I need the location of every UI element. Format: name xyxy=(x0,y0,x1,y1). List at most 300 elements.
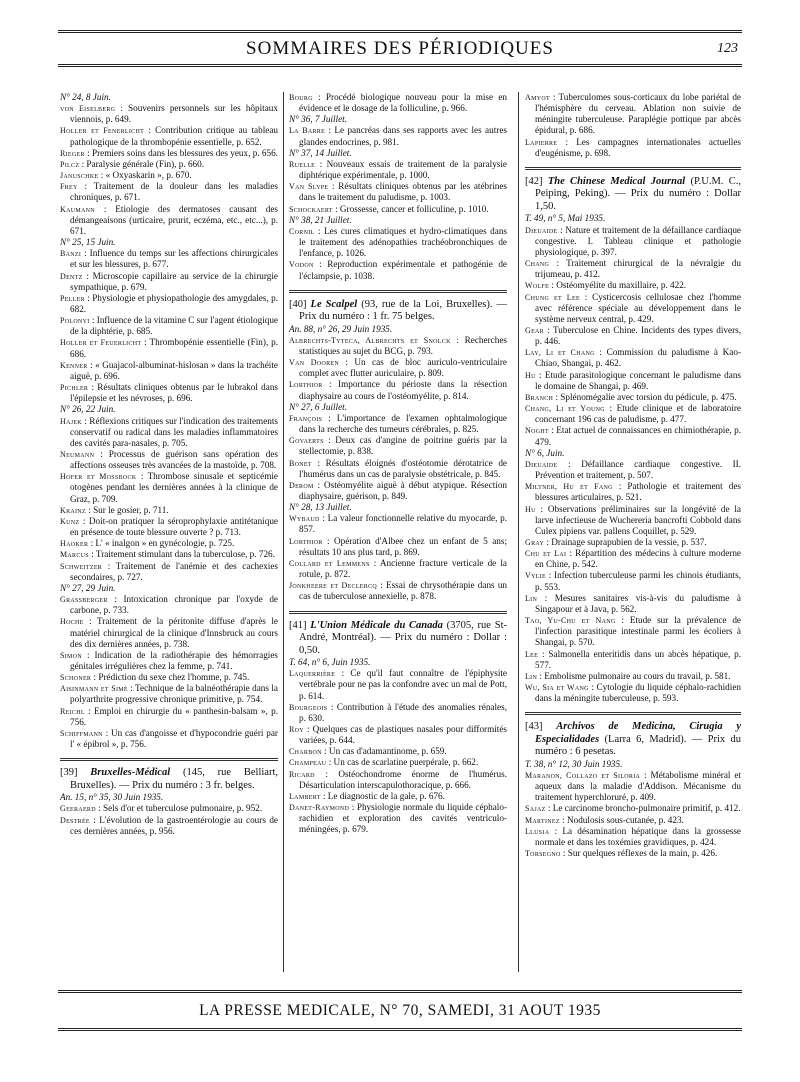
section-separator xyxy=(525,712,741,715)
article-entry xyxy=(525,570,741,592)
article-title: : Pathologie et traitement des blessures articulaires, p. 521. xyxy=(535,481,741,503)
article-entry xyxy=(289,204,507,215)
article-title: : Microscopie capillaire au service de la chirurgie sympathique, p. 679. xyxy=(70,270,278,292)
article-entry xyxy=(525,347,741,369)
article-authors: Martinez xyxy=(525,815,560,825)
column-1 xyxy=(60,92,278,837)
article-entry xyxy=(289,259,507,281)
article-title: : Importance du périoste dans la résection diaphysaire au cours de l'ostéomyélite, p. 814. xyxy=(299,379,508,401)
article-title: : Cysticercosis cellulosae chez l'homme avec référence spéciale au développement dans le système nerveux central, p. 429. xyxy=(535,291,741,324)
article-title: : Influence de la vitamine C sur l'agent étiologique de la diphtérie, p. 685. xyxy=(70,315,279,337)
article-title: : Essai de chrysothérapie dans un cas de tuberculose annexielle, p. 878. xyxy=(299,580,508,602)
article-title: : L'évolution de la gastroentérologie au cours de ces dernières années, p. 956. xyxy=(70,814,278,836)
article-title: : Thrombose sinusale et septicémie otogènes pendant les dernières années à la clinique de Graz, p. 709. xyxy=(70,471,279,504)
article-entry xyxy=(525,137,741,159)
article-authors: Amyot xyxy=(525,93,550,102)
article-title: : Un cas de bloc auriculo-ventriculaire complet avec flutter auriculaire, p. 809. xyxy=(299,357,508,379)
issue-heading: N° 38, 21 Juillet. xyxy=(289,214,352,225)
article-title: : Contribution critique au tableau pathologique de la thrombopénie essentielle, p. 652. xyxy=(70,125,278,147)
article-title: : Les cures climatiques et hydro-climatiques dans le traitement des adénopathies trachéobronchiques de l'enfance, p. 1026. xyxy=(299,225,508,259)
article-authors: Gray xyxy=(525,537,545,547)
article-authors: Llusia xyxy=(525,826,550,836)
journal-info: (3705, rue St-André, Montréal). — Prix du numéro : Dollar : 0,50. xyxy=(299,619,507,656)
article-entry xyxy=(289,702,507,724)
article-authors: Maranon, Collazo et Siloria xyxy=(525,770,641,780)
article-title: : Reproduction expérimentale et pathogénie de l'éclampsie, p. 1038. xyxy=(299,259,507,281)
article-title: : Physiologie normale du liquide céphalo-rachidien et exploration des cavités ventriculo-méningées, p. 679. xyxy=(299,802,508,835)
article-authors: Chung et Lee xyxy=(525,292,580,302)
article-entry xyxy=(525,593,741,615)
article-authors: von Eiselberg xyxy=(60,104,116,114)
article-authors: Lorthior xyxy=(289,536,323,546)
article-entry xyxy=(525,537,741,548)
article-authors: Kaumann xyxy=(60,204,95,214)
column-divider xyxy=(518,92,519,972)
article-authors: Jonkheere et Declercq xyxy=(289,581,378,591)
article-entry xyxy=(60,103,278,125)
issue-heading: T. 38, n° 12, 30 Juin 1935. xyxy=(525,758,623,769)
article-entry xyxy=(60,594,278,616)
article-authors: Vylie xyxy=(525,571,546,581)
article-authors: Dieuaide xyxy=(525,225,558,235)
article-authors: Polonyi xyxy=(60,316,90,326)
article-entry xyxy=(289,558,507,580)
journal-info: (Larra 6, Madrid). — Prix du numéro : 6 pesetas. xyxy=(535,733,742,758)
article-entry xyxy=(60,803,278,814)
article-entry xyxy=(60,449,278,471)
footer-text: LA PRESSE MEDICALE, N° 70, SAMEDI, 31 AOUT 1935 xyxy=(199,1002,601,1019)
article-authors: Neumann xyxy=(60,450,95,459)
article-title: : Intoxication chronique par l'oxyde de carbone, p. 733. xyxy=(70,594,279,616)
issue-heading: T. 49, n° 5, Mai 1935. xyxy=(525,213,606,224)
article-authors: Geeraerd xyxy=(60,804,96,814)
article-authors: Vodon xyxy=(289,260,314,270)
article-entry xyxy=(525,292,741,325)
article-entry xyxy=(289,125,507,147)
article-authors: Tao, Yu-Chu et Nang xyxy=(525,616,616,626)
article-title: : La valeur fonctionnelle relative du myocarde, p. 857. xyxy=(299,513,507,535)
article-title: : Nouveaux essais de traitement de la paralysie diphtérique expérimentale, p. 1000. xyxy=(299,158,508,181)
article-title: : Traitement stimulant dans la tuberculose, p. 726. xyxy=(91,549,275,560)
article-title: : Résultats cliniques obtenus par les atébrines dans le traitement du paludisme, p. 1003. xyxy=(299,181,508,203)
article-authors: Schockaert xyxy=(289,204,333,214)
article-entry xyxy=(60,315,278,337)
article-entry xyxy=(289,92,507,114)
article-title: : Ancienne fracture verticale de la rotule, p. 872. xyxy=(299,557,508,580)
article-entry xyxy=(525,403,741,425)
article-authors: Simon xyxy=(60,650,82,660)
page-title: SOMMAIRES DES PÉRIODIQUES xyxy=(246,38,554,59)
article-entry xyxy=(289,769,507,791)
article-authors: Kunz xyxy=(60,516,80,526)
article-authors: Schweitzer xyxy=(60,561,103,571)
article-authors: Govaerts xyxy=(289,436,324,446)
article-authors: Dentz xyxy=(60,271,83,281)
article-title: : Traitement de l'anémie et des cachexies secondaires, p. 727. xyxy=(70,560,279,582)
article-entry xyxy=(60,159,278,170)
article-title: : Technique de la balnéothérapie dans la polyarthrite progressive chronique primitive, p. 754. xyxy=(70,683,279,705)
article-entry xyxy=(60,181,278,203)
article-authors: Aisinmann et Simé xyxy=(60,684,128,694)
article-authors: Peller xyxy=(60,293,85,303)
article-authors: Bonet xyxy=(289,458,312,468)
article-authors: Lay, Li et Chang xyxy=(525,348,595,358)
article-authors: Reichl xyxy=(60,706,85,716)
article-title: : La désamination hépatique dans la grossesse normale et dans les toxémies gravidiques, p. 424. xyxy=(535,825,741,847)
article-authors: Albrechts-Tyteca, Albrechts et Snolck xyxy=(289,335,451,345)
article-title: : Prédiction du sexe chez l'homme, p. 745. xyxy=(93,672,250,683)
article-authors: Danet-Raymond xyxy=(289,803,350,813)
journal-info: (93, rue de la Loi, Bruxelles). — Prix du numéro : 1 fr. 75 belges. xyxy=(299,298,508,323)
article-entry xyxy=(289,746,507,757)
issue-heading: N° 37, 14 Juillet. xyxy=(289,147,352,158)
article-title: : Etude parasitologique concernant le paludisme dans le domaine de Shangai, p. 469. xyxy=(535,369,741,391)
issue-heading: N° 6, Juin. xyxy=(525,447,565,458)
article-entry xyxy=(60,337,278,359)
article-title: : Drainage suprapubien de la vessie, p. 537. xyxy=(546,536,707,547)
article-entry xyxy=(525,815,741,826)
article-entry xyxy=(525,325,741,347)
article-authors: Hoche xyxy=(60,617,84,627)
article-title: : Embolisme pulmonaire au cours du travail, p. 581. xyxy=(539,670,731,681)
journal-name: The Chinese Medical Journal xyxy=(547,175,686,187)
article-title: : Métabolisme minéral et aqueux dans la maladie d'Addison. Mécanisme du traitement hyperchloruré, p. 409. xyxy=(535,769,741,803)
article-entry xyxy=(289,181,507,203)
article-title: : Défaillance cardiaque congestive. II. Prévention et traitement, p. 507. xyxy=(535,458,741,481)
article-authors: Lin xyxy=(525,671,538,681)
article-authors: Chu et Lai xyxy=(525,549,567,559)
article-authors: Krainz xyxy=(60,505,86,515)
article-title: : Contribution à l'étude des anomalies rénales, p. 630. xyxy=(299,701,507,723)
article-entry xyxy=(289,757,507,768)
issue-heading: N° 24, 8 Juin. xyxy=(60,92,111,102)
article-authors: Van Dooren xyxy=(289,358,339,368)
article-entry xyxy=(60,471,278,504)
article-title: : Infection tuberculeuse parmi les chinois étudiants, p. 553. xyxy=(535,570,741,592)
article-entry xyxy=(60,815,278,837)
journal-name: Le Scalpel xyxy=(310,298,358,310)
article-authors: Lin xyxy=(525,593,538,603)
article-entry xyxy=(289,668,507,701)
article-entry xyxy=(525,459,741,481)
article-title: : Les campagnes internationales actuelles d'eugénisme, p. 698. xyxy=(535,136,741,158)
journal-number: [40] xyxy=(289,298,307,310)
header-rule xyxy=(58,64,742,67)
article-entry xyxy=(60,293,278,315)
issue-heading: N° 26, 22 Juin. xyxy=(60,404,116,415)
article-authors: Chang, Li et Young xyxy=(525,404,605,414)
article-title: : Mesures sanitaires vis-à-vis du paludisme à Singapour et à Java, p. 562. xyxy=(535,592,741,614)
section-separator xyxy=(525,167,741,170)
article-title: : Un cas d'angoisse et d'hypocondrie guéri par l' « épibrol », p. 756. xyxy=(70,727,278,750)
article-title: : Ostéochondrome énorme de l'humérus. Désarticulation interscapulothoracique, p. 666. xyxy=(299,768,507,790)
journal-info: (145, rue Belliart, Bruxelles). — Prix du numéro : 3 fr. belges. xyxy=(70,767,278,791)
article-authors: Hofer et Mossbock xyxy=(60,472,137,482)
article-entry xyxy=(525,392,741,403)
journal-name: Archivos de Medicina, Cirugia y Especialidades xyxy=(535,721,742,745)
article-authors: Grassberger xyxy=(60,595,108,605)
journal-heading xyxy=(289,620,507,658)
article-authors: Lambert xyxy=(289,791,321,801)
article-title: : Tuberculose en Chine. Incidents des types divers, p. 446. xyxy=(535,325,742,347)
article-title: : Résultats éloignés d'ostéotomie dérotatrice de l'humérus dans un cas de paralysie obstétricale, p. 845. xyxy=(299,457,508,479)
article-entry xyxy=(60,728,278,750)
article-title: : Etude sur la prévalence de l'infection parasitique intestinale parmi les écoliers à Shangai, p. 570. xyxy=(535,615,742,648)
journal-info: (P.U.M. C., Peiping, Peking). — Prix du numéro : Dollar 1,50. xyxy=(535,175,742,212)
article-entry xyxy=(525,770,741,803)
article-authors: Torsegno xyxy=(525,849,561,859)
article-title: : Etiologie des dermatoses causant des démangeaisons (urticaire, prurit, eczéma, etc., etc...), p. 671. xyxy=(70,203,279,236)
article-title: : Un cas de scarlatine puerpérale, p. 662. xyxy=(328,757,479,768)
article-authors: La Barre xyxy=(289,126,326,136)
article-title: : Influence du temps sur les affections chirurgicales et sur les blessures, p. 677. xyxy=(70,248,279,270)
article-entry xyxy=(525,280,741,291)
article-entry xyxy=(289,159,507,181)
article-entry xyxy=(60,538,278,549)
article-title: : Grossesse, cancer et folliculine, p. 1010. xyxy=(335,203,489,214)
article-authors: Kenner xyxy=(60,360,88,370)
article-title: : Sur le gosier, p. 711. xyxy=(88,504,169,515)
article-entry xyxy=(525,848,741,859)
article-authors: Ricard xyxy=(289,769,315,779)
article-title: : Traitement chirurgical de la névralgie du trijumeau, p. 412. xyxy=(535,258,741,280)
article-title: : Résultats cliniques obtenus par le lubrakol dans l'épilepsie et les névroses, p. 696. xyxy=(70,382,279,404)
article-authors: Ruelle xyxy=(289,159,316,169)
article-authors: Hu xyxy=(525,370,536,380)
article-authors: Chang xyxy=(525,259,550,269)
article-title: : Splénomégalie avec torsion du pédicule, p. 475. xyxy=(555,391,737,402)
article-authors: Derom xyxy=(289,480,314,490)
article-entry xyxy=(60,248,278,270)
article-title: : « Oxyaskarin », p. 670. xyxy=(100,170,192,181)
article-entry xyxy=(60,706,278,728)
article-authors: Branch xyxy=(525,392,554,402)
article-authors: Frey xyxy=(60,182,78,192)
footer-rule-bottom xyxy=(58,1028,742,1031)
article-entry xyxy=(60,360,278,382)
article-title: : Physiologie et physiopathologie des amygdales, p. 682. xyxy=(70,292,278,314)
article-entry xyxy=(289,335,507,357)
article-title: : Commission du paludisme à Kao-Chiao, Shangai, p. 462. xyxy=(535,347,742,369)
article-title: : L'importance de l'examen ophtalmologique dans la recherche des tumeurs cérébrales, p. 825. xyxy=(299,412,508,435)
journal-heading xyxy=(525,721,741,759)
article-title: : Le pancréas dans ses rapports avec les autres glandes endocrines, p. 981. xyxy=(299,125,507,147)
article-title: : Réflexions critiques sur l'indication des traitements conservatif ou radical dans les maladies inflammatoires des cavités para-nasales, p. 705. xyxy=(70,415,278,448)
article-title: : Opération d'Albee chez un enfant de 5 ans; résultats 10 ans plus tard, p. 869. xyxy=(299,535,507,557)
article-authors: Wu, Sia et Wang xyxy=(525,683,589,692)
article-entry xyxy=(60,416,278,449)
article-entry xyxy=(289,413,507,435)
article-authors: Noght xyxy=(525,426,549,436)
article-title: : Répartition des médecins à culture moderne en Chine, p. 542. xyxy=(535,548,742,570)
article-entry xyxy=(60,125,278,147)
article-authors: Rieger xyxy=(60,148,85,158)
article-title: : Deux cas d'angine de poitrine guéris par la stellectomie, p. 838. xyxy=(299,435,507,457)
article-entry xyxy=(60,505,278,516)
section-separator xyxy=(60,758,278,761)
article-entry xyxy=(60,204,278,237)
journal-number: [41] xyxy=(289,619,307,631)
article-entry xyxy=(60,170,278,181)
article-title: : Souvenirs personnels sur les hôpitaux viennois, p. 649. xyxy=(70,103,278,125)
article-entry xyxy=(60,148,278,159)
article-authors: Haoker xyxy=(60,539,89,549)
top-rule xyxy=(58,30,742,33)
article-entry xyxy=(289,480,507,502)
article-entry xyxy=(525,425,741,447)
article-authors: Januschke xyxy=(60,171,99,181)
article-title: : Processus de guérison sans opération des affections osseuses très avancées de la mastoïde, p. 708. xyxy=(70,449,279,471)
article-authors: Van Slype xyxy=(289,182,329,192)
article-title: : Traitement de la douleur dans les maladies chroniques, p. 671. xyxy=(70,181,279,203)
article-entry xyxy=(289,379,507,401)
article-title: : Sels d'or et tuberculose pulmonaire, p. 952. xyxy=(98,803,263,814)
article-authors: Lee xyxy=(525,649,539,659)
article-entry xyxy=(60,650,278,672)
footer-rule-top xyxy=(58,990,742,993)
column-2 xyxy=(289,92,507,836)
article-title: : Observations préliminaires sur la longévité de la larve infectieuse de Wuchereria bancrofti Cobbold dans Culex pipiens var. pallens Coquillet, p. 529. xyxy=(535,503,742,536)
journal-number: [43] xyxy=(525,721,543,733)
journal-heading xyxy=(525,176,741,214)
journal-name: Bruxelles-Médical xyxy=(90,767,171,779)
article-entry xyxy=(289,536,507,558)
article-authors: Bourgeois xyxy=(289,702,328,712)
issue-heading: An. 15, n° 35, 30 Juin 1935. xyxy=(60,792,164,803)
section-separator xyxy=(289,290,507,293)
article-authors: Hu xyxy=(525,504,536,514)
article-entry xyxy=(525,649,741,671)
article-entry xyxy=(525,682,741,704)
article-title: : Emploi en chirurgie du « panthesin-balsam », p. 756. xyxy=(70,705,278,727)
article-title: : Nodulosis sous-cutanée, p. 423. xyxy=(562,814,684,825)
article-entry xyxy=(289,458,507,480)
section-separator xyxy=(289,611,507,614)
issue-heading: N° 27, 6 Juillet. xyxy=(289,401,348,412)
journal-heading xyxy=(289,299,507,324)
article-authors: Collard et Lemmens xyxy=(289,558,370,568)
article-entry xyxy=(289,791,507,802)
issue-heading: T. 64, n° 6, Juin 1935. xyxy=(289,657,371,668)
article-entry xyxy=(60,516,278,538)
article-entry xyxy=(525,225,741,258)
column-3 xyxy=(525,92,741,859)
issue-heading: N° 28, 13 Juillet. xyxy=(289,502,352,513)
journal-number: [42] xyxy=(525,175,543,187)
issue-heading: N° 36, 7 Juillet. xyxy=(289,114,348,125)
article-authors: Champeau xyxy=(289,758,327,768)
article-entry xyxy=(289,226,507,259)
article-title: : Recherches statistiques au sujet du BCG, p. 793. xyxy=(299,334,507,356)
article-title: : Le diagnostic de la gale, p. 676. xyxy=(322,790,445,801)
article-entry xyxy=(60,672,278,683)
journal-number: [39] xyxy=(60,767,78,779)
issue-heading: N° 25, 15 Juin. xyxy=(60,237,116,248)
article-title: : Indication de la radiothérapie des hémorragies génitales irrégulières chez la femme, p. 741. xyxy=(70,649,278,671)
article-entry xyxy=(60,271,278,293)
issue-heading: An. 88, n° 26, 29 Juin 1935. xyxy=(289,323,393,334)
article-entry xyxy=(525,370,741,392)
article-entry xyxy=(525,548,741,570)
column-divider xyxy=(283,92,284,972)
article-authors: Wybaud xyxy=(289,514,320,524)
journal-name: L'Union Médicale du Canada xyxy=(310,619,443,631)
article-authors: Holler et Fenerlicht xyxy=(60,126,145,136)
article-title: : Traitement de la péritonite diffuse d'après le matériel chirurgical de la clinique d'Innsbruck au cours des dix dernières années, p. 738. xyxy=(70,616,278,649)
article-entry xyxy=(289,802,507,835)
article-title: : Nature et traitement de la défaillance cardiaque congestive. I. Tableau clinique et pathologie physiologique, p. 397. xyxy=(535,224,741,257)
article-authors: Roy xyxy=(289,725,304,734)
article-authors: Miltner, Hu et Fang xyxy=(525,482,613,492)
article-authors: Dieuaide xyxy=(525,459,558,469)
article-title: : Le carcinome broncho-pulmonaire primitif, p. 412. xyxy=(547,803,741,814)
article-authors: Laquerrière xyxy=(289,669,336,679)
article-entry xyxy=(60,549,278,560)
article-authors: Schoner xyxy=(60,673,92,683)
article-authors: Lorthior xyxy=(289,380,323,390)
article-title: : Procédé biologique nouveau pour la mise en évidence et le dosage de la folliculine, p. 966. xyxy=(299,92,508,114)
article-title: : L' « inalgon » en gynécologie, p. 725. xyxy=(90,538,235,549)
article-entry xyxy=(60,561,278,583)
article-title: : Sur quelques réflexes de la main, p. 426. xyxy=(562,848,718,859)
article-title: : Ce qu'il faut connaître de l'épiphysite vertébrale pour ne pas la confondre avec un mal de Pott, p. 614. xyxy=(299,668,507,701)
article-title: : « Guajacol-albuminat-hislosan » dans la trachéite aiguë, p. 696. xyxy=(70,359,278,381)
article-title: : Tuberculomes sous-corticaux du lobe pariétal de l'hémisphère du cerveau. Ablation non suivie de méningite tuberculeuse. Paraplégie pottique par abcès épidural, p. 686. xyxy=(535,92,741,136)
issue-heading: N° 27, 29 Juin. xyxy=(60,582,116,593)
article-entry xyxy=(525,504,741,537)
article-authors: Holler et Feuerlicht xyxy=(60,338,142,348)
article-entry xyxy=(525,803,741,814)
article-authors: Pilcz xyxy=(60,159,80,169)
article-entry xyxy=(525,481,741,503)
article-authors: François xyxy=(289,413,323,423)
article-authors: Marcus xyxy=(60,550,89,560)
article-title: : Etude clinique et de laboratoire concernant 196 cas de paludisme, p. 477. xyxy=(535,403,742,425)
article-title: : Quelques cas de plastiques nasales pour difformités variées, p. 644. xyxy=(299,724,508,746)
journal-heading xyxy=(60,767,278,792)
article-entry xyxy=(289,435,507,457)
article-entry xyxy=(525,258,741,280)
article-authors: Pichler xyxy=(60,383,89,393)
article-authors: Destrée xyxy=(60,815,90,825)
article-authors: Lapierre xyxy=(525,137,558,147)
article-title: : Salmonella enteritidis dans un abcès hépatique, p. 577. xyxy=(535,648,742,670)
article-title: : Premiers soins dans les blessures des yeux, p. 656. xyxy=(87,147,278,158)
article-title: : Ostéomyélite du maxillaire, p. 422. xyxy=(551,280,687,291)
article-entry xyxy=(60,616,278,649)
article-entry xyxy=(525,615,741,648)
article-authors: Gear xyxy=(525,326,544,335)
article-title: : Cytologie du liquide céphalo-rachidien dans la méningite tuberculeuse, p. 593. xyxy=(535,682,741,704)
article-entry xyxy=(525,826,741,848)
article-title: : Un cas d'adamantinome, p. 659. xyxy=(324,746,447,757)
article-authors: Hajek xyxy=(60,416,82,426)
article-authors: Wolfe xyxy=(525,281,550,291)
article-entry xyxy=(60,382,278,404)
article-title: : Etat actuel de connaissances en chimiothérapie, p. 479. xyxy=(535,425,741,447)
article-title: : Paralysie générale (Fin), p. 660. xyxy=(81,158,205,169)
article-entry xyxy=(525,92,741,137)
article-title: : Thrombopénie essentielle (Fin), p. 686. xyxy=(70,337,279,359)
article-authors: Bourg xyxy=(289,93,313,102)
article-authors: Banzi xyxy=(60,249,82,259)
article-entry xyxy=(525,671,741,682)
article-authors: Schiffmann xyxy=(60,728,103,738)
article-authors: Cornil xyxy=(289,226,315,236)
article-title: : Doit-on pratiquer la séroprophylaxie antitétanique en présence de toute blessure ouverte ? p. 713. xyxy=(70,515,278,538)
article-entry xyxy=(289,357,507,379)
article-entry xyxy=(289,513,507,535)
